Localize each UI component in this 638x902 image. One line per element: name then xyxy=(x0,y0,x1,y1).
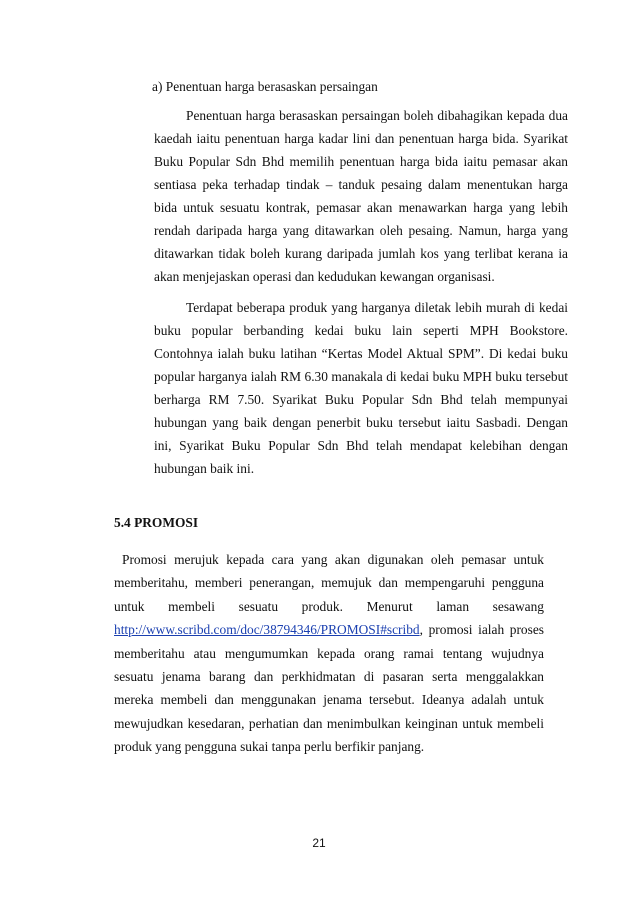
section-text-before-link: Promosi merujuk kepada cara yang akan digunakan oleh pemasar untuk memberitahu, memberi penerangan, memujuk dan mempengaruhi pengguna untuk membeli sesuatu produk. Menurut laman sesawang xyxy=(114,552,544,614)
section-body xyxy=(114,548,544,759)
reference-link[interactable]: http://www.scribd.com/doc/38794346/PROMOSI#scribd xyxy=(114,622,420,638)
paragraph-pricing-competition xyxy=(154,104,568,288)
paragraph-text: Terdapat beberapa produk yang harganya diletak lebih murah di kedai buku popular berbanding kedai buku lain seperti MPH Bookstore. Contohnya ialah buku latihan “Kertas Model Aktual SPM”. Di kedai buku popular harganya ialah RM 6.30 manakala di kedai buku MPH buku tersebut berharga RM 7.50. Syarikat Buku Popular Sdn Bhd telah mempunyai hubungan yang baik dengan penerbit buku tersebut iaitu Sasbadi. Dengan ini, Syarikat Buku Popular Sdn Bhd telah mendapat kelebihan dengan hubungan baik ini. xyxy=(154,300,568,476)
section-paragraph xyxy=(114,548,544,759)
section-text-after-link: , promosi ialah proses memberitahu atau mengumumkan kepada orang ramai tentang wujudnya sesuatu jenama barang dan perkhidmatan di pasaran serta menggalakkan mereka membeli dan menggunakan jenama tersebut. Ideanya adalah untuk mewujudkan kesedaran, perhatian dan menimbulkan keinginan untuk membeli produk yang pengguna sukai tanpa perlu berfikir panjang. xyxy=(114,622,544,755)
section-heading: 5.4 PROMOSI xyxy=(114,515,199,530)
paragraph-text: Penentuan harga berasaskan persaingan boleh dibahagikan kepada dua kaedah iaitu penentuan harga kadar lini dan penentuan harga bida. Syarikat Buku Popular Sdn Bhd memilih penentuan harga bida iaitu pemasar akan sentiasa peka terhadap tindak – tanduk pesaing dalam menentukan harga bida untuk sesuatu kontrak, pemasar akan menawarkan harga yang lebih rendah daripada harga yang ditawarkan oleh pesaing. Namun, harga yang ditawarkan tidak boleh kurang daripada jumlah kos yang terlibat kerana ia akan menjejaskan operasi dan kedudukan kewangan organisasi. xyxy=(154,108,568,284)
page-number: 21 xyxy=(312,836,326,850)
paragraph-product-example xyxy=(154,296,568,480)
subsection-heading: a) Penentuan harga berasaskan persaingan xyxy=(152,79,378,94)
